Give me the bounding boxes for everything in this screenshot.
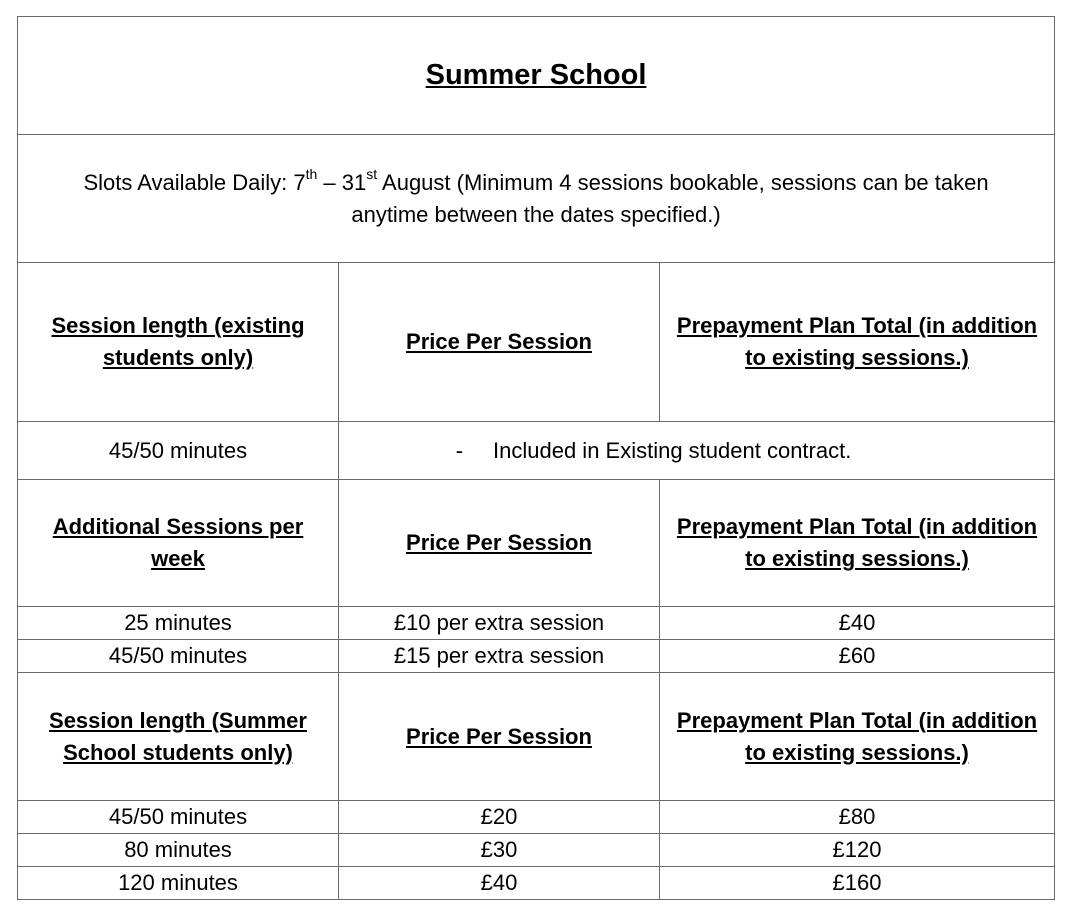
section2-header-total-label: Prepayment Plan Total (in addition to existing sessions.) bbox=[676, 514, 1038, 571]
cell-price: £30 bbox=[339, 834, 660, 867]
cell-length: 25 minutes bbox=[18, 607, 339, 640]
cell-length: 120 minutes bbox=[18, 867, 339, 900]
slots-prefix: Slots Available Daily: 7 bbox=[83, 169, 306, 195]
section1-header-length bbox=[18, 263, 339, 422]
cell-price: £10 per extra session bbox=[339, 607, 660, 640]
section1-header-length-main: Session length bbox=[51, 313, 215, 338]
slots-sup-st: st bbox=[366, 166, 378, 183]
section3-header-length-main: Session length bbox=[49, 707, 212, 733]
page-title: Summer School bbox=[425, 58, 647, 91]
section3-header-price bbox=[339, 673, 660, 801]
section1-header-price-label: Price Per Session bbox=[406, 329, 592, 354]
table-row bbox=[18, 801, 1055, 834]
table-row bbox=[18, 640, 1055, 673]
cell-total: £80 bbox=[660, 801, 1055, 834]
table-row bbox=[18, 867, 1055, 900]
section3-header-price-label: Price Per Session bbox=[406, 723, 592, 749]
title-row bbox=[18, 17, 1055, 135]
cell-price: £15 per extra session bbox=[339, 640, 660, 673]
section1-header-length-note: (existing students only) bbox=[102, 313, 305, 370]
section2-header-length-label: Additional Sessions per week bbox=[52, 514, 304, 571]
cell-total: £160 bbox=[660, 867, 1055, 900]
table-row bbox=[18, 607, 1055, 640]
slots-cell bbox=[18, 135, 1055, 263]
section1-header-row bbox=[18, 263, 1055, 422]
slots-row bbox=[18, 135, 1055, 263]
section1-row-note-cell bbox=[339, 422, 1055, 480]
section3-header-length-note: (Summer School students only) bbox=[63, 707, 307, 765]
bullet-dash: - bbox=[455, 437, 464, 463]
title-cell bbox=[18, 17, 1055, 135]
section2-header-total bbox=[660, 480, 1055, 607]
section3-header-row bbox=[18, 673, 1055, 801]
cell-length: 45/50 minutes bbox=[18, 801, 339, 834]
section1-row-length: 45/50 minutes bbox=[18, 422, 339, 480]
summer-school-table bbox=[17, 16, 1055, 900]
section3-header-length bbox=[18, 673, 339, 801]
cell-total: £120 bbox=[660, 834, 1055, 867]
slots-mid: – 31 bbox=[317, 169, 367, 195]
section1-header-total-label: Prepayment Plan Total (in addition to existing sessions.) bbox=[676, 313, 1038, 370]
cell-total: £60 bbox=[660, 640, 1055, 673]
table-row bbox=[18, 422, 1055, 480]
cell-price: £40 bbox=[339, 867, 660, 900]
slots-rest: August (Minimum 4 sessions bookable, sessions can be taken anytime between the dates specified.) bbox=[351, 169, 989, 227]
slots-sup-th: th bbox=[305, 166, 318, 183]
cell-length: 80 minutes bbox=[18, 834, 339, 867]
table-row bbox=[18, 834, 1055, 867]
section1-row-note: Included in Existing student contract. bbox=[493, 437, 852, 463]
section2-header-row bbox=[18, 480, 1055, 607]
section1-header-total bbox=[660, 263, 1055, 422]
section3-header-total bbox=[660, 673, 1055, 801]
cell-length: 45/50 minutes bbox=[18, 640, 339, 673]
section2-header-price bbox=[339, 480, 660, 607]
cell-total: £40 bbox=[660, 607, 1055, 640]
section1-header-price bbox=[339, 263, 660, 422]
section2-header-price-label: Price Per Session bbox=[406, 530, 592, 555]
cell-price: £20 bbox=[339, 801, 660, 834]
section3-header-total-label: Prepayment Plan Total (in addition to existing sessions.) bbox=[676, 707, 1038, 765]
section2-header-length bbox=[18, 480, 339, 607]
